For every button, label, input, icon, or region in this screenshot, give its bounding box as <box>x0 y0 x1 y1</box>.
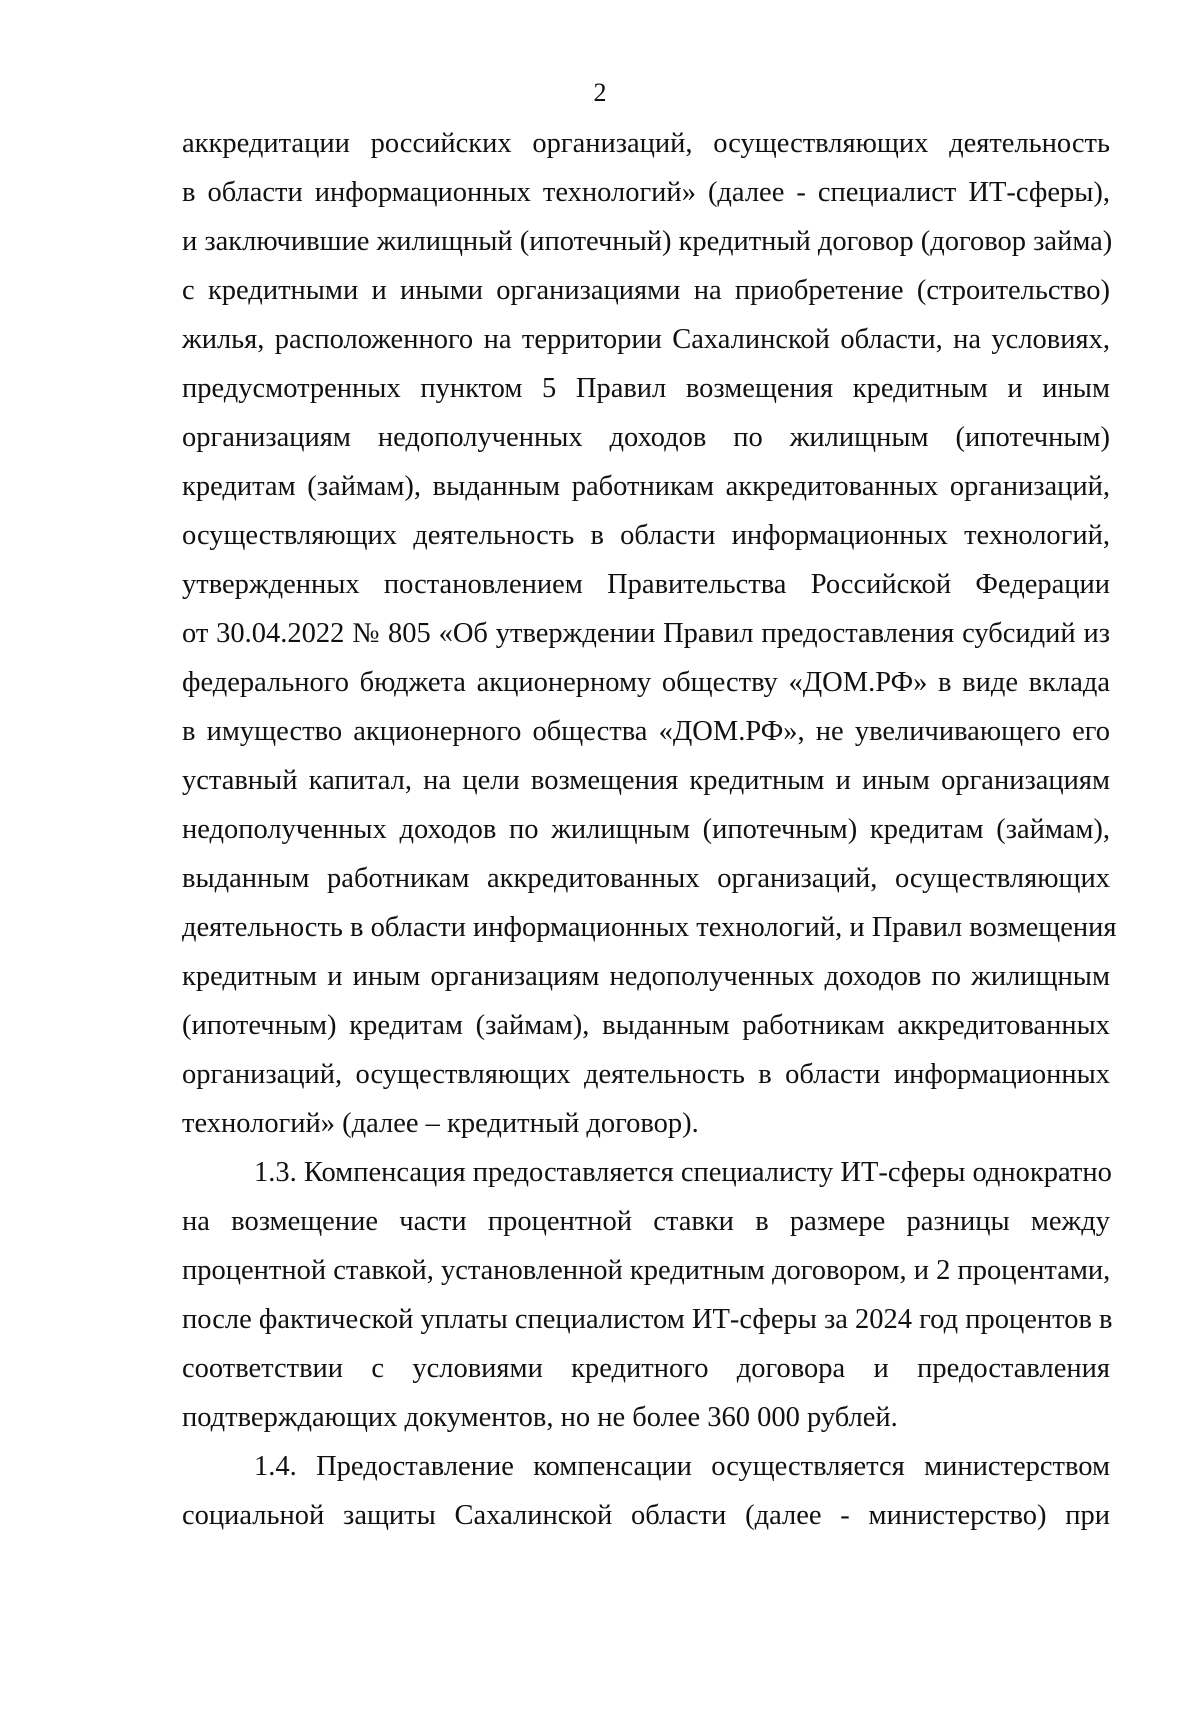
text-line: подтверждающих документов, но не более 360 000 рублей. <box>182 1402 898 1433</box>
paragraph-1-3-line: 1.3. Компенсация предоставляется специалисту ИТ-сферы однократно <box>254 1157 1112 1188</box>
text-line: аккредитации российских организаций, осуществляющих деятельность <box>182 128 1110 159</box>
text-line: на возмещение части процентной ставки в размере разницы между <box>182 1206 1110 1237</box>
text-line: социальной защиты Сахалинской области (далее - министерство) при <box>182 1500 1110 1531</box>
text-line: от 30.04.2022 № 805 «Об утверждении Правил предоставления субсидий из <box>182 618 1110 649</box>
text-line: организациям недополученных доходов по жилищным (ипотечным) <box>182 422 1110 453</box>
text-line: (ипотечным) кредитам (займам), выданным работникам аккредитованных <box>182 1010 1110 1041</box>
text-line: технологий» (далее – кредитный договор). <box>182 1108 699 1139</box>
paragraph-1-4-line: 1.4. Предоставление компенсации осуществляется министерством <box>254 1451 1110 1482</box>
text-line: недополученных доходов по жилищным (ипотечным) кредитам (займам), <box>182 814 1110 845</box>
text-line: жилья, расположенного на территории Сахалинской области, на условиях, <box>182 324 1110 355</box>
page-number: 2 <box>593 78 607 107</box>
text-line: кредитным и иным организациям недополученных доходов по жилищным <box>182 961 1110 992</box>
text-line: федерального бюджета акционерному обществу «ДОМ.РФ» в виде вклада <box>182 667 1110 698</box>
text-line: предусмотренных пунктом 5 Правил возмещения кредитным и иным <box>182 373 1110 404</box>
text-line: выданным работникам аккредитованных организаций, осуществляющих <box>182 863 1110 894</box>
text-line: после фактической уплаты специалистом ИТ-сферы за 2024 год процентов в <box>182 1304 1113 1335</box>
document-body <box>182 119 1117 1540</box>
text-line: процентной ставкой, установленной кредитным договором, и 2 процентами, <box>182 1255 1111 1286</box>
text-line: в области информационных технологий» (далее - специалист ИТ-сферы), <box>182 177 1110 208</box>
text-line: в имущество акционерного общества «ДОМ.РФ», не увеличивающего его <box>182 716 1110 747</box>
text-line: утвержденных постановлением Правительства Российской Федерации <box>182 569 1110 600</box>
text-line: деятельность в области информационных технологий, и Правил возмещения <box>182 912 1117 943</box>
text-line: уставный капитал, на цели возмещения кредитным и иным организациям <box>182 765 1110 796</box>
text-line: организаций, осуществляющих деятельность в области информационных <box>182 1059 1110 1090</box>
text-line: и заключившие жилищный (ипотечный) кредитный договор (договор займа) <box>182 226 1113 257</box>
text-line: с кредитными и иными организациями на приобретение (строительство) <box>182 275 1110 306</box>
text-line: соответствии с условиями кредитного договора и предоставления <box>182 1353 1110 1384</box>
text-line: осуществляющих деятельность в области информационных технологий, <box>182 520 1110 551</box>
text-line: кредитам (займам), выданным работникам аккредитованных организаций, <box>182 471 1110 502</box>
